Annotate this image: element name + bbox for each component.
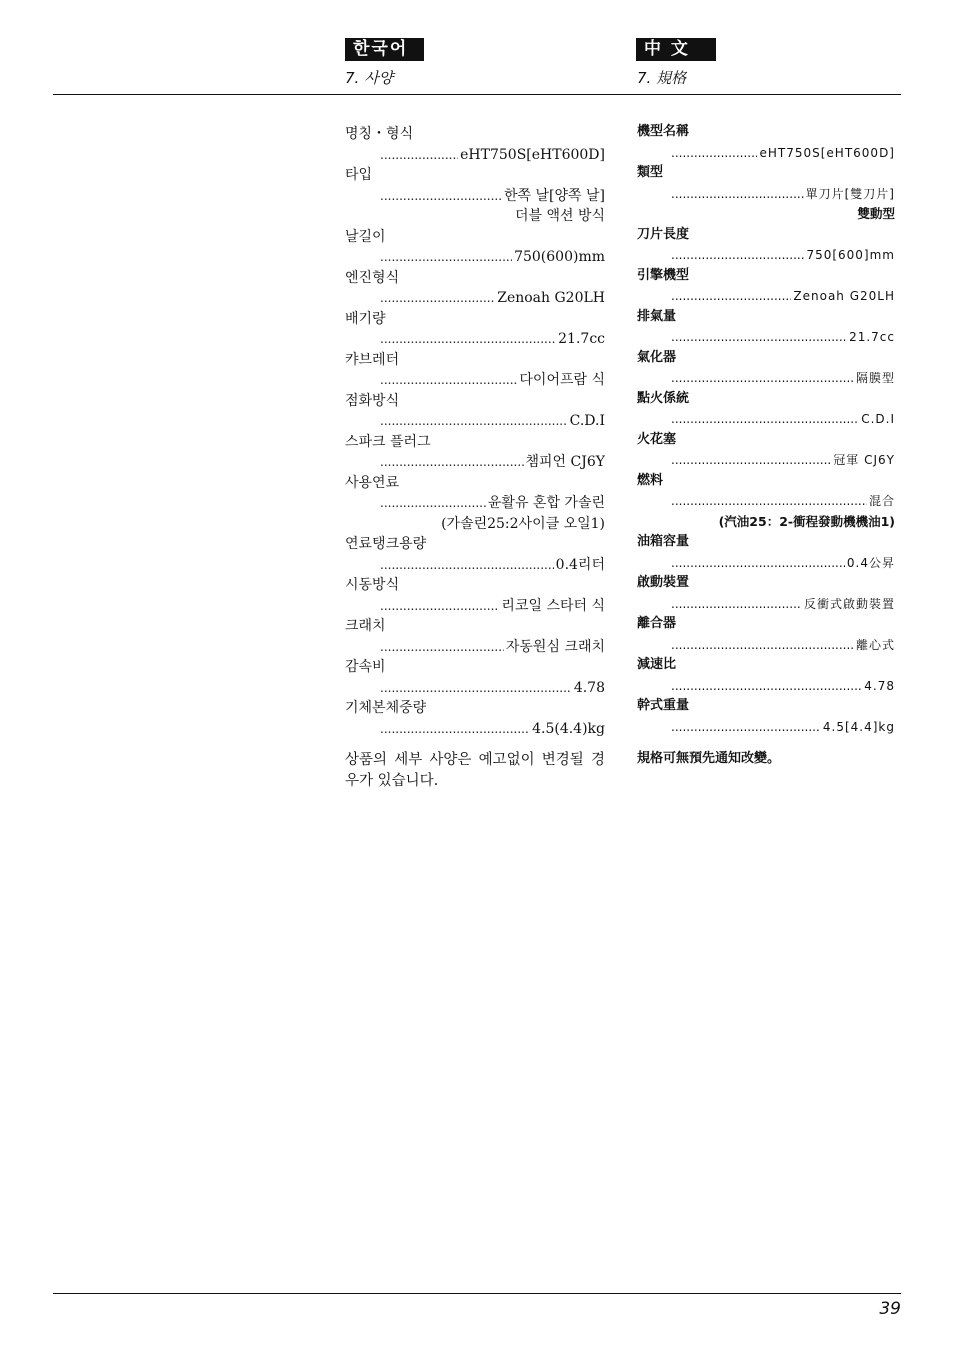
spec-value: 21.7cc [849,330,895,344]
dot-leader [671,368,854,389]
spec-value: C.D.I [569,413,605,429]
dot-leader [380,411,568,432]
spec-label: 類型 [637,165,664,180]
spec-value-row [671,676,895,697]
spec-value: 챔피언 CJ6Y [525,454,605,470]
spec-value: 4.78 [864,678,895,693]
spec-value: 0.4리터 [555,556,605,573]
spec-label: 排氣量 [637,308,677,324]
dot-leader [671,450,831,471]
spec-value-row [671,286,895,307]
dot-leader [380,637,504,658]
spec-label: 사용연료 [345,474,400,491]
dot-leader [380,493,486,514]
spec-value-row [380,719,605,740]
dot-leader [671,184,804,205]
dot-leader [380,555,554,576]
spec-value: 單刀片[雙刀片] [805,186,895,201]
spec-value-row [380,288,605,309]
spec-value-row [671,635,895,656]
spec-value-row [671,143,895,164]
spec-value-row [671,450,895,471]
dot-leader [380,186,502,207]
dot-leader [671,635,854,656]
korean-language-badge: 한국어 [345,38,424,61]
spec-value-row [671,717,895,738]
spec-label: 燃料 [637,472,664,488]
dot-leader [380,247,512,268]
spec-label: 引擎機型 [637,267,690,283]
dot-leader [671,409,859,430]
spec-label: 연료탱크용량 [345,536,427,552]
dot-leader [380,678,572,699]
dot-leader [671,491,867,512]
spec-value: Zenoah G20LH [497,290,605,306]
dot-leader [671,327,847,348]
dot-leader [380,145,458,166]
spec-value-row [671,553,895,574]
spec-value-row [380,145,605,166]
spec-value-continued: 雙動型 [857,206,895,221]
spec-value-row [671,327,895,348]
header-divider [53,94,901,95]
dot-leader [380,596,499,617]
spec-label: 크래치 [345,618,386,634]
spec-label: 점화방식 [345,392,400,409]
spec-value-row [671,184,895,205]
spec-value-row [671,491,895,512]
spec-label: 기체본체중량 [345,700,427,716]
spec-value-row [380,411,605,432]
spec-value-row [380,555,605,576]
spec-value-row [671,368,895,389]
spec-value: 離心式 [855,637,895,652]
chinese-spec-list [637,122,895,769]
dot-leader [671,717,821,738]
spec-label: 날길이 [345,228,386,245]
spec-value: eHT750S[eHT600D] [759,145,895,160]
spec-label: 機型名稱 [637,124,690,139]
chinese-section-title: 7. 規格 [637,69,687,87]
spec-value: Zenoah G20LH [793,289,895,303]
spec-value-row [380,637,605,658]
spec-label: 離合器 [637,616,677,631]
spec-label: 幹式重量 [637,698,690,713]
spec-label: 스파크 플러그 [345,433,431,450]
spec-value: 隔膜型 [855,371,895,385]
spec-value-row [380,329,605,350]
spec-value-row [380,493,605,514]
spec-value: 750(600)mm [514,249,605,265]
dot-leader [671,286,791,307]
spec-label: 감속비 [345,659,386,675]
spec-label: 캬브레터 [345,351,400,368]
dot-leader [380,288,495,309]
spec-value-row [671,409,895,430]
spec-value: 자동원심 크래치 [505,638,605,655]
spec-label: 엔진형식 [345,269,400,286]
spec-value-continued: (가솔린25:2사이클 오일1) [441,515,605,532]
spec-value-continued: (汽油25：2-衝程發動機機油1) [718,513,895,529]
chinese-language-badge: 中 文 [636,38,716,61]
korean-section-title: 7. 사양 [345,69,394,87]
spec-label: 減速比 [637,657,677,672]
korean-spec-list [345,124,605,792]
spec-value: 다이어프람 식 [519,372,605,388]
dot-leader [380,329,556,350]
spec-label: 油箱容量 [637,534,690,549]
spec-value-row [380,370,605,391]
dot-leader [671,594,802,615]
spec-value-row [380,678,605,699]
spec-value: 0.4公昇 [846,555,895,570]
spec-value-row [671,245,895,266]
spec-label: 氣化器 [637,349,677,365]
spec-value-row [380,247,605,268]
spec-value: 4.5[4.4]kg [822,719,895,734]
spec-value: eHT750S[eHT600D] [460,146,605,163]
dot-leader [380,452,524,473]
spec-value-row [380,452,605,473]
dot-leader [380,719,530,740]
dot-leader [671,553,845,574]
spec-value: 4.78 [573,679,605,696]
spec-label: 배기량 [345,310,386,327]
spec-label: 시동방식 [345,577,400,593]
footer-divider [53,1293,901,1294]
dot-leader [380,370,517,391]
dot-leader [671,143,757,164]
spec-label: 명칭・형식 [345,126,414,142]
spec-value: 冠軍 CJ6Y [833,453,895,467]
spec-change-note: 상품의 세부 사양은 예고없이 변경될 경우가 있습니다. [345,752,605,789]
spec-label: 點火係統 [637,390,690,406]
spec-value-row [380,186,605,207]
spec-value: 反衝式啟動裝置 [803,596,895,611]
spec-value: 리코일 스타터 식 [501,597,605,614]
spec-value: 混合 [868,494,895,508]
spec-value: 윤활유 혼합 가솔린 [487,495,605,511]
spec-value-row [380,596,605,617]
spec-value: 4.5(4.4)kg [532,720,605,737]
page-number: 39 [879,1299,901,1319]
dot-leader [671,676,862,697]
spec-value: 한쪽 날[양쪽 날] [504,187,605,204]
spec-label: 타입 [345,167,373,183]
spec-label: 啟動裝置 [637,575,690,590]
spec-value: 21.7cc [558,331,605,347]
spec-value-continued: 더블 액션 방식 [514,208,605,224]
dot-leader [671,245,804,266]
spec-value: C.D.I [861,412,895,426]
spec-value: 750[600]mm [806,248,895,262]
spec-label: 刀片長度 [637,226,690,242]
spec-value-row [671,594,895,615]
spec-label: 火花塞 [637,431,677,447]
spec-change-note: 規格可無預先通知改變。 [637,751,781,766]
